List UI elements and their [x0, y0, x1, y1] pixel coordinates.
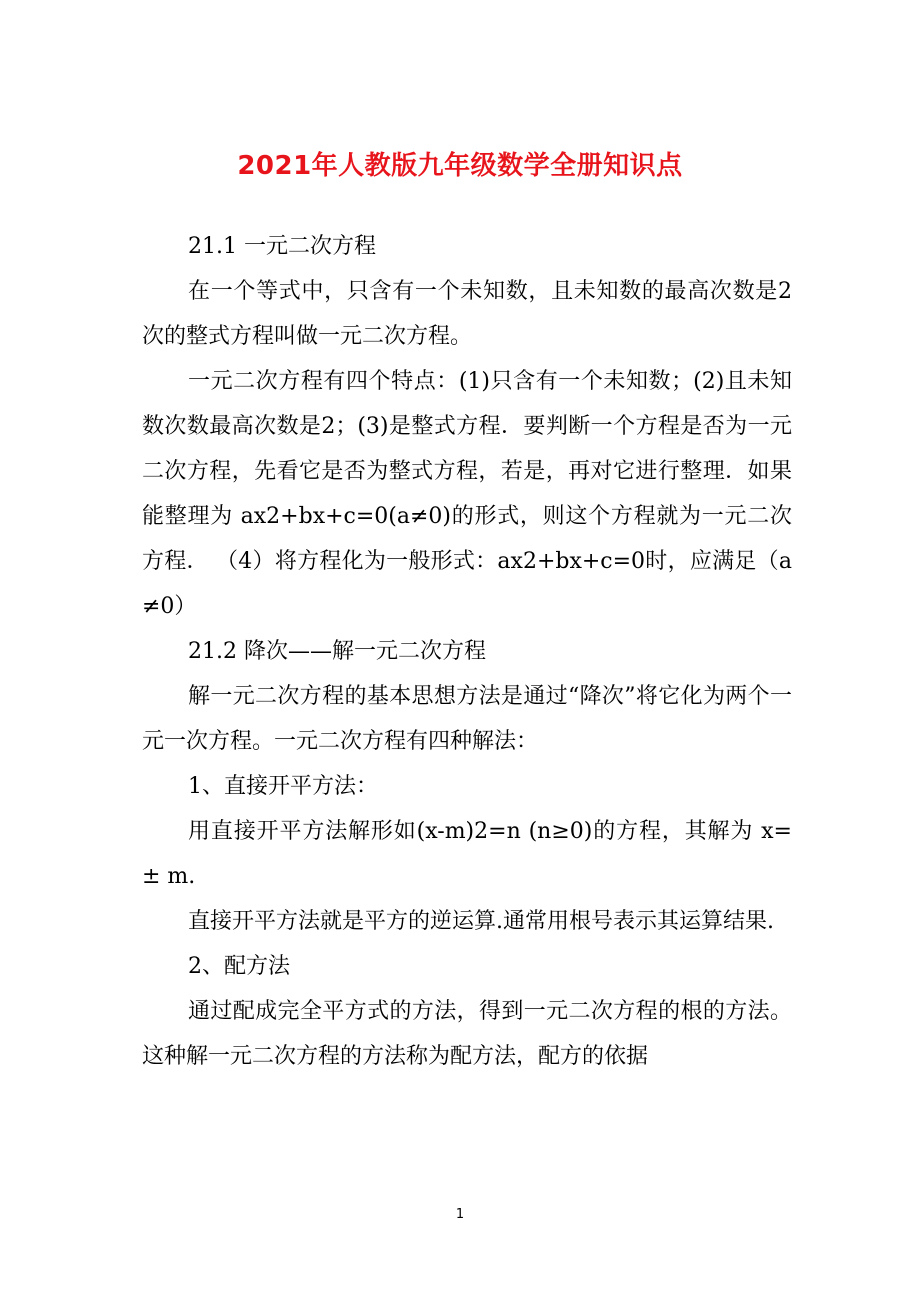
section-heading-21-2: 21.2 降次——解一元二次方程: [188, 639, 486, 664]
method-heading-direct-square-root: 1、直接开平方法：: [188, 774, 378, 799]
paragraph-basic-method: 解一元二次方程的基本思想方法是通过“降次”将它化为两个一元一次方程。一元二次方程有四种解法：: [142, 684, 792, 754]
paragraph-direct-square-root-explanation: 直接开平方法就是平方的逆运算.通常用根号表示其运算结果.: [188, 909, 774, 934]
paragraph-four-features: 一元二次方程有四个特点：(1)只含有一个未知数；(2)且未知数次数最高次数是2；(3)是整式方程．要判断一个方程是否为一元二次方程，先看它是否为整式方程，若是，再对它进行整理．如果能整理为 ax2+bx+c=0(a≠0)的形式，则这个方程就为一元二次方程． （4）将方程化为一般形式：ax2+bx+c=0时，应满足（a≠0）: [142, 369, 792, 619]
document-title: 2021年人教版九年级数学全册知识点: [237, 151, 683, 181]
paragraph-completing-square: 通过配成完全平方式的方法，得到一元二次方程的根的方法。这种解一元二次方程的方法称为配方法，配方的依据: [142, 999, 792, 1069]
method-heading-completing-square: 2、配方法: [188, 954, 290, 979]
paragraph-direct-square-root-usage: 用直接开平方法解形如(x-m)2=n (n≥0)的方程，其解为 x=± m.: [142, 819, 792, 889]
section-heading-21-1: 21.1 一元二次方程: [188, 234, 376, 259]
document-body: [142, 224, 792, 1079]
page-number: 1: [455, 1207, 465, 1222]
paragraph-definition: 在一个等式中，只含有一个未知数，且未知数的最高次数是2次的整式方程叫做一元二次方程。: [142, 279, 792, 349]
